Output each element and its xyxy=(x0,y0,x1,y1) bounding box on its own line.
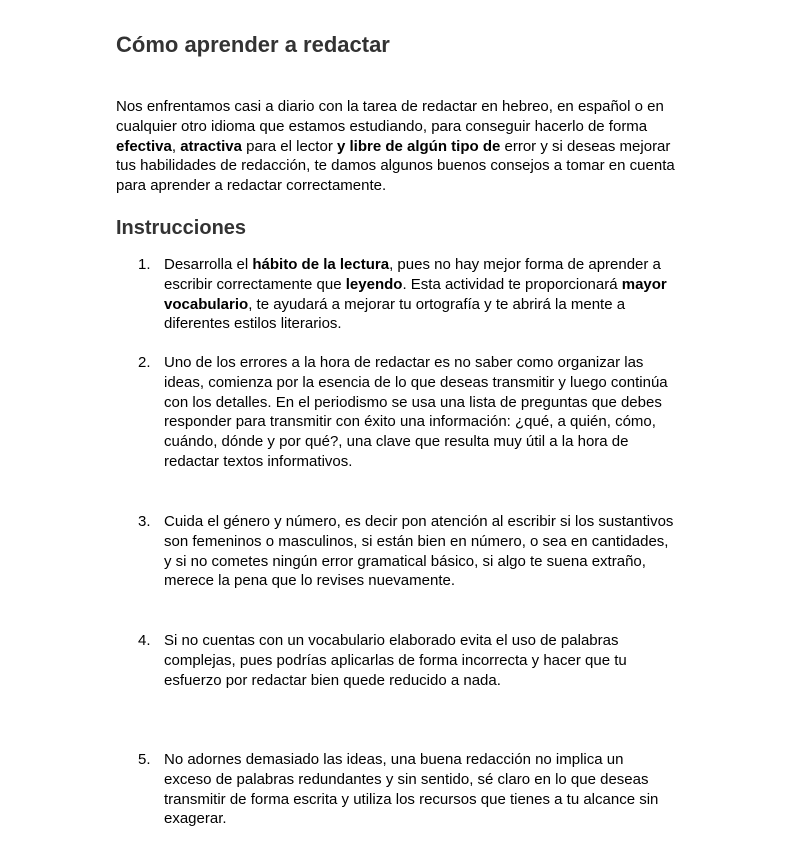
step-text: No adornes demasiado las ideas, una buena redacción no implica un exceso de palabras redundantes y sin sentido, sé claro en lo que deseas transmitir de forma escrita y utiliza los recursos que tienes a tu alcance sin exagerar. xyxy=(164,751,659,828)
intro-bold-text: y libre de algún tipo de xyxy=(336,137,501,155)
page-title: Cómo aprender a redactar xyxy=(116,32,390,57)
step-number: 4. xyxy=(138,632,151,649)
intro-paragraph xyxy=(116,97,676,196)
intro-text: para el lector xyxy=(241,137,337,155)
step-number: 5. xyxy=(138,751,151,768)
step-text-part: Desarrolla el xyxy=(164,256,253,273)
step-bold-text: mayor vocabulario xyxy=(164,275,667,313)
intro-text: Nos enfrentamos casi a diario con la tarea de redactar en hebreo, en español o en cualquier otro idioma que estamos estudiando, para conseguir hacerlo de forma xyxy=(116,98,664,135)
step-text-part: , pues no hay mejor forma de aprender a escribir correctamente que xyxy=(164,256,661,293)
intro-bold-text: efectiva xyxy=(116,137,172,155)
step-bold-text: hábito de la lectura xyxy=(252,256,390,273)
step-text-part: , te ayudará a mejorar tu ortografía y te abrirá la mente a diferentes estilos literarios. xyxy=(164,295,626,333)
step-number: 3. xyxy=(138,513,151,530)
step-text: Si no cuentas con un vocabulario elaborado evita el uso de palabras complejas, pues podrías aplicarlas de forma incorrecta y hacer que tu esfuerzo por redactar bien quede reducido a nada. xyxy=(164,632,627,689)
step-number: 2. xyxy=(138,354,151,371)
step-text-part: . Esta actividad te proporcionará xyxy=(402,275,622,293)
step-number: 1. xyxy=(138,256,151,273)
instructions-heading: Instrucciones xyxy=(116,217,247,239)
intro-bold-text: atractiva xyxy=(180,137,242,155)
intro-text: error y si deseas mejorar tus habilidades de redacción, te damos algunos buenos consejos a tomar en cuenta para aprender a redactar correctamente. xyxy=(116,137,675,195)
step-text: Uno de los errores a la hora de redactar es no saber como organizar las ideas, comienza por la esencia de lo que deseas transmitir y luego continúa con los detalles. En el periodismo se usa una lista de preguntas que debes responder para transmitir con éxito una información: ¿qué, a quién, cómo, cuándo, dónde y por qué?, una clave que resulta muy útil a la hora de redactar textos informativos. xyxy=(164,354,668,470)
intro-text: , xyxy=(171,137,181,155)
step-bold-text: leyendo xyxy=(345,275,403,293)
step-text xyxy=(164,255,674,334)
step-text: Cuida el género y número, es decir pon atención al escribir si los sustantivos son femeninos o masculinos, si están bien en número, o sea en cantidades, y si no cometes ningún error gramatical básico, si algo te suena extraño, merece la pena que lo revises nuevamente. xyxy=(164,513,674,590)
